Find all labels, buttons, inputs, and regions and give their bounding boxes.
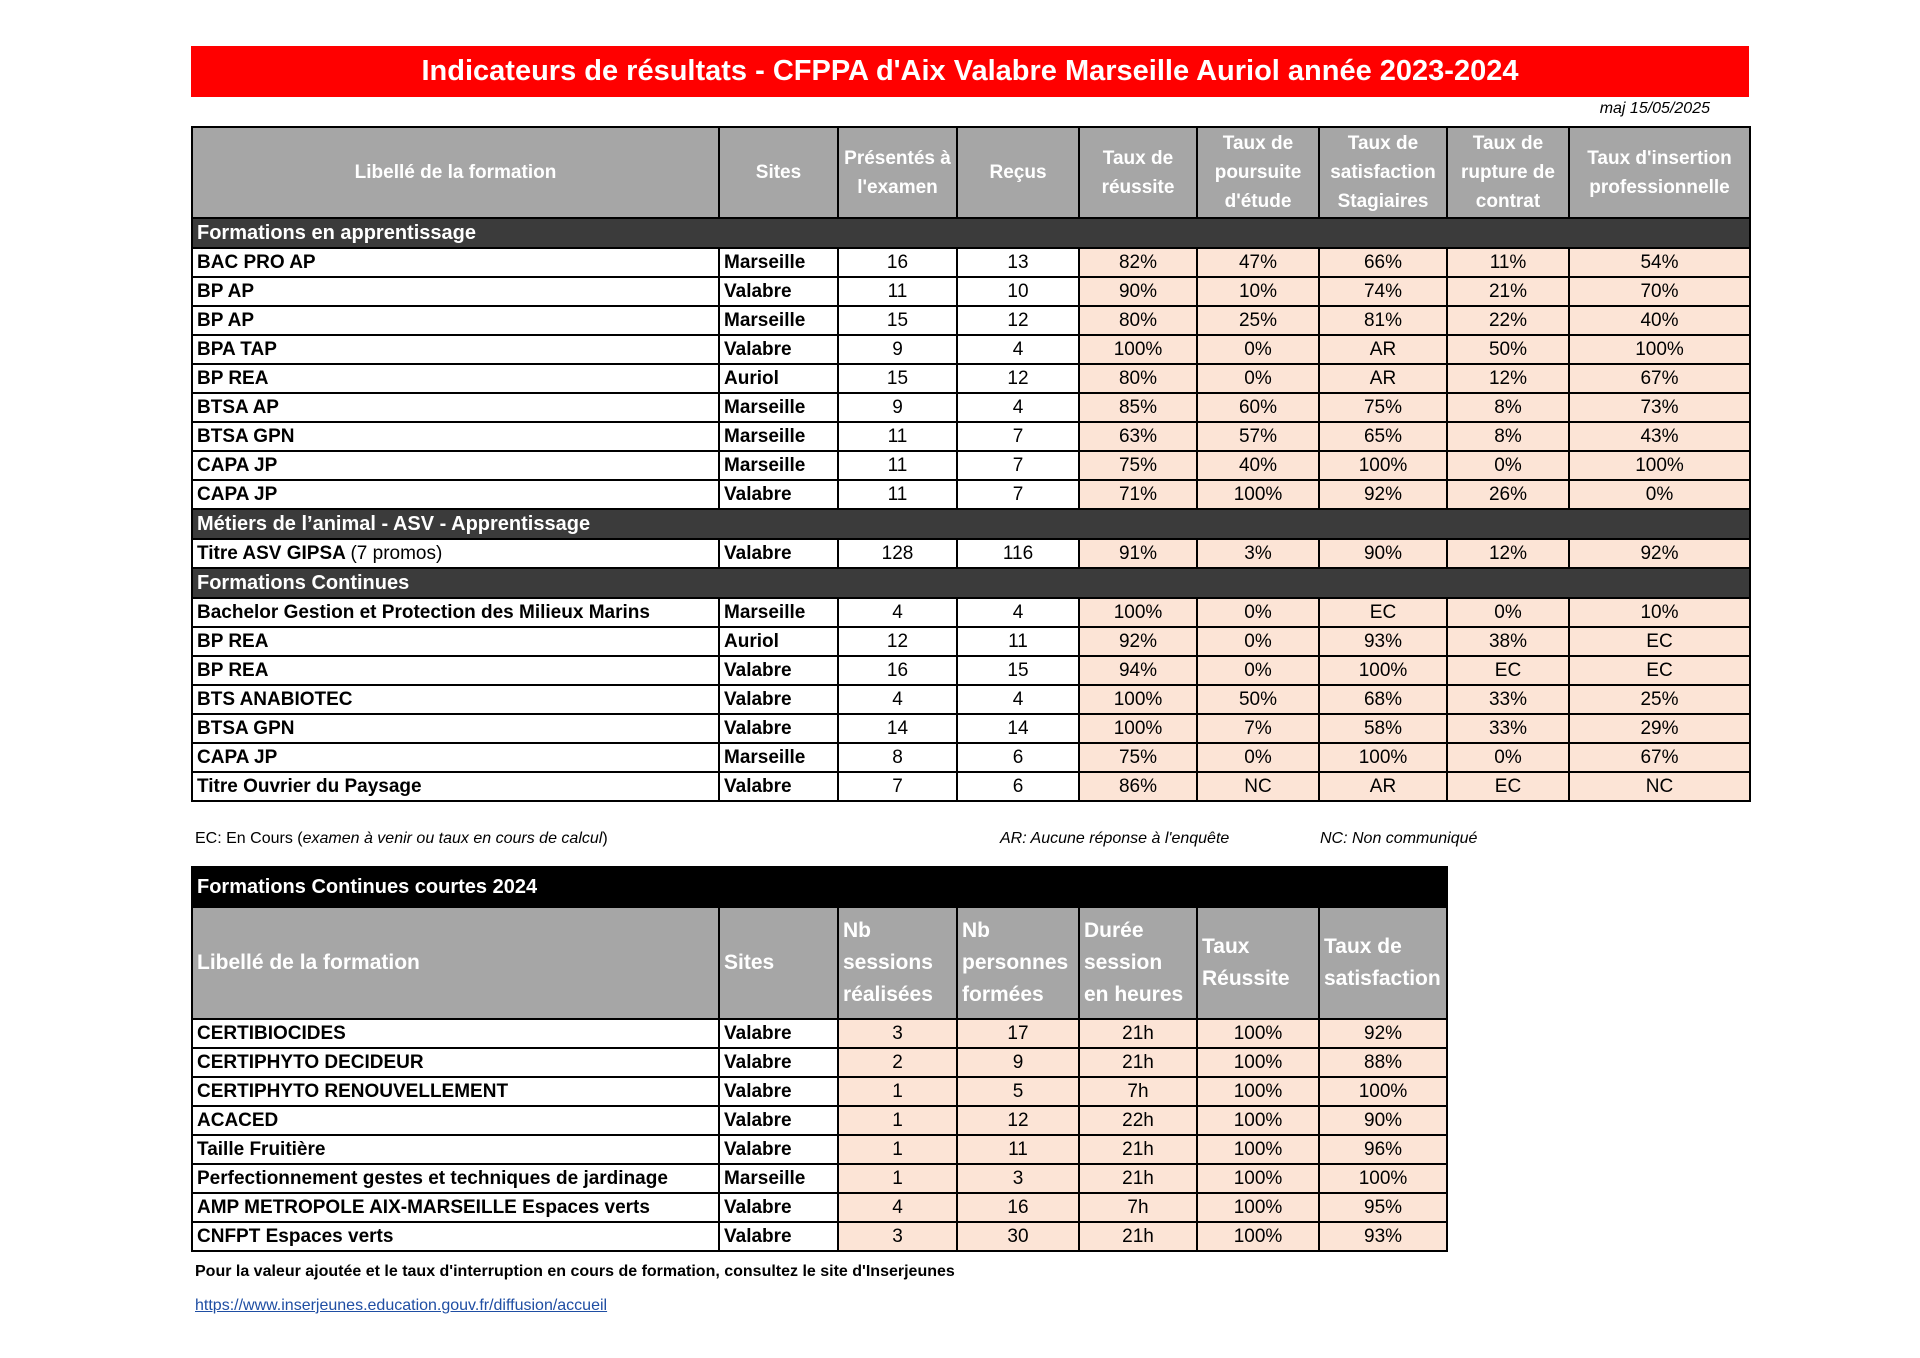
- header-recus: Reçus: [957, 127, 1079, 218]
- header2-sessions: Nb sessions réalisées: [838, 907, 957, 1019]
- section-title: Formations en apprentissage: [192, 218, 1750, 248]
- rupture-cell: 8%: [1447, 422, 1569, 451]
- formation-label: [192, 714, 719, 743]
- results-table-header: [192, 127, 1750, 218]
- table-row: [192, 598, 1750, 627]
- site-cell: Marseille: [719, 598, 838, 627]
- recus-cell: 4: [957, 335, 1079, 364]
- rupture-cell: 26%: [1447, 480, 1569, 509]
- insertion-cell: EC: [1569, 627, 1750, 656]
- short-courses-table: [191, 866, 1448, 1252]
- rupture-cell: 12%: [1447, 539, 1569, 568]
- rupture-cell: 22%: [1447, 306, 1569, 335]
- short-courses-header: [192, 907, 1447, 1019]
- sessions-cell: 3: [838, 1019, 957, 1048]
- course-label: ACACED: [192, 1106, 719, 1135]
- rupture-cell: 0%: [1447, 743, 1569, 772]
- formation-label: [192, 772, 719, 801]
- table-row: [192, 1135, 1447, 1164]
- note-ec-prefix: EC: En Cours (: [195, 830, 303, 847]
- recus-cell: 12: [957, 364, 1079, 393]
- table-row: [192, 685, 1750, 714]
- table-row: [192, 1193, 1447, 1222]
- table-row: [192, 1077, 1447, 1106]
- insertion-cell: 67%: [1569, 743, 1750, 772]
- rupture-cell: 38%: [1447, 627, 1569, 656]
- formation-label: [192, 480, 719, 509]
- satisfaction-cell: 92%: [1319, 480, 1447, 509]
- rupture-cell: 21%: [1447, 277, 1569, 306]
- reussite-cell: 86%: [1079, 772, 1197, 801]
- table-row: [192, 1048, 1447, 1077]
- formation-label-text: Titre Ouvrier du Paysage: [197, 775, 422, 797]
- satisfaction-cell: 90%: [1319, 539, 1447, 568]
- insertion-cell: 10%: [1569, 598, 1750, 627]
- reussite-cell: 100%: [1197, 1193, 1319, 1222]
- insertion-cell: 100%: [1569, 451, 1750, 480]
- formation-label-text: CAPA JP: [197, 746, 278, 768]
- satisfaction-cell: 96%: [1319, 1135, 1447, 1164]
- section-row: [192, 568, 1750, 598]
- reussite-cell: 71%: [1079, 480, 1197, 509]
- header-presentes: Présentés à l'examen: [838, 127, 957, 218]
- site-cell: Valabre: [719, 277, 838, 306]
- table-row: [192, 364, 1750, 393]
- reussite-cell: 100%: [1197, 1135, 1319, 1164]
- poursuite-cell: 57%: [1197, 422, 1319, 451]
- recus-cell: 6: [957, 772, 1079, 801]
- header2-personnes: Nb personnes formées: [957, 907, 1079, 1019]
- satisfaction-cell: AR: [1319, 364, 1447, 393]
- recus-cell: 7: [957, 480, 1079, 509]
- poursuite-cell: 3%: [1197, 539, 1319, 568]
- header-libelle: Libellé de la formation: [192, 127, 719, 218]
- site-cell: Valabre: [719, 480, 838, 509]
- presentes-cell: 16: [838, 656, 957, 685]
- formation-label-text: BTSA GPN: [197, 425, 295, 447]
- formation-label: [192, 743, 719, 772]
- reussite-cell: 100%: [1079, 335, 1197, 364]
- presentes-cell: 128: [838, 539, 957, 568]
- insertion-cell: EC: [1569, 656, 1750, 685]
- rupture-cell: 50%: [1447, 335, 1569, 364]
- reussite-cell: 100%: [1079, 714, 1197, 743]
- formation-label: [192, 451, 719, 480]
- results-table: [191, 126, 1751, 802]
- inserjeunes-link[interactable]: https://www.inserjeunes.education.gouv.fr/diffusion/accueil: [195, 1297, 608, 1314]
- header-reussite: Taux de réussite: [1079, 127, 1197, 218]
- reussite-cell: 92%: [1079, 627, 1197, 656]
- insertion-cell: 67%: [1569, 364, 1750, 393]
- formation-label-text: BPA TAP: [197, 338, 277, 360]
- formation-label: [192, 364, 719, 393]
- recus-cell: 11: [957, 627, 1079, 656]
- satisfaction-cell: 66%: [1319, 248, 1447, 277]
- site-cell: Valabre: [719, 656, 838, 685]
- site-cell: Valabre: [719, 539, 838, 568]
- presentes-cell: 15: [838, 364, 957, 393]
- rupture-cell: 12%: [1447, 364, 1569, 393]
- table-row: [192, 393, 1750, 422]
- recus-cell: 13: [957, 248, 1079, 277]
- formation-label: [192, 393, 719, 422]
- note-ec-italic: examen à venir ou taux en cours de calcul: [302, 830, 603, 847]
- poursuite-cell: 60%: [1197, 393, 1319, 422]
- formation-label-text: Bachelor Gestion et Protection des Milieux Marins: [197, 601, 650, 623]
- formation-label-text: BP AP: [197, 280, 255, 302]
- section-row: [192, 218, 1750, 248]
- footer-note: Pour la valeur ajoutée et le taux d'interruption en cours de formation, consultez le site d'Inserjeunes: [195, 1263, 955, 1280]
- site-cell: Marseille: [719, 743, 838, 772]
- rupture-cell: 0%: [1447, 598, 1569, 627]
- satisfaction-cell: 75%: [1319, 393, 1447, 422]
- site-cell: Valabre: [719, 1193, 838, 1222]
- header-sites: Sites: [719, 127, 838, 218]
- table-row: [192, 1019, 1447, 1048]
- reussite-cell: 63%: [1079, 422, 1197, 451]
- insertion-cell: 29%: [1569, 714, 1750, 743]
- sessions-cell: 1: [838, 1077, 957, 1106]
- reussite-cell: 100%: [1197, 1222, 1319, 1251]
- recus-cell: 4: [957, 685, 1079, 714]
- table-row: [192, 277, 1750, 306]
- satisfaction-cell: 81%: [1319, 306, 1447, 335]
- duree-cell: 21h: [1079, 1048, 1197, 1077]
- duree-cell: 22h: [1079, 1106, 1197, 1135]
- course-label: AMP METROPOLE AIX-MARSEILLE Espaces verts: [192, 1193, 719, 1222]
- presentes-cell: 15: [838, 306, 957, 335]
- site-cell: Marseille: [719, 248, 838, 277]
- table-row: [192, 772, 1750, 801]
- site-cell: Auriol: [719, 364, 838, 393]
- satisfaction-cell: 92%: [1319, 1019, 1447, 1048]
- reussite-cell: 85%: [1079, 393, 1197, 422]
- course-label: Perfectionnement gestes et techniques de jardinage: [192, 1164, 719, 1193]
- insertion-cell: 70%: [1569, 277, 1750, 306]
- formation-label: [192, 277, 719, 306]
- duree-cell: 21h: [1079, 1222, 1197, 1251]
- poursuite-cell: 0%: [1197, 627, 1319, 656]
- table-row: [192, 335, 1750, 364]
- site-cell: Valabre: [719, 714, 838, 743]
- poursuite-cell: 47%: [1197, 248, 1319, 277]
- header-poursuite: Taux de poursuite d'étude: [1197, 127, 1319, 218]
- reussite-cell: 100%: [1197, 1164, 1319, 1193]
- section-title: Formations Continues: [192, 568, 1750, 598]
- presentes-cell: 16: [838, 248, 957, 277]
- table-row: [192, 627, 1750, 656]
- site-cell: Auriol: [719, 627, 838, 656]
- rupture-cell: EC: [1447, 772, 1569, 801]
- personnes-cell: 9: [957, 1048, 1079, 1077]
- personnes-cell: 17: [957, 1019, 1079, 1048]
- table-row: [192, 1222, 1447, 1251]
- table-row: [192, 248, 1750, 277]
- note-ec-suffix: ): [602, 830, 608, 847]
- poursuite-cell: 40%: [1197, 451, 1319, 480]
- formation-label: [192, 422, 719, 451]
- sessions-cell: 1: [838, 1135, 957, 1164]
- satisfaction-cell: 74%: [1319, 277, 1447, 306]
- site-cell: Marseille: [719, 306, 838, 335]
- course-label: CERTIBIOCIDES: [192, 1019, 719, 1048]
- poursuite-cell: 0%: [1197, 656, 1319, 685]
- satisfaction-cell: 100%: [1319, 743, 1447, 772]
- table-row: [192, 480, 1750, 509]
- reussite-cell: 100%: [1079, 598, 1197, 627]
- formation-label: [192, 248, 719, 277]
- personnes-cell: 5: [957, 1077, 1079, 1106]
- reussite-cell: 100%: [1197, 1077, 1319, 1106]
- poursuite-cell: 10%: [1197, 277, 1319, 306]
- reussite-cell: 75%: [1079, 743, 1197, 772]
- reussite-cell: 80%: [1079, 364, 1197, 393]
- satisfaction-cell: 100%: [1319, 451, 1447, 480]
- recus-cell: 4: [957, 598, 1079, 627]
- formation-label: [192, 598, 719, 627]
- recus-cell: 4: [957, 393, 1079, 422]
- poursuite-cell: 50%: [1197, 685, 1319, 714]
- formation-label-text: BTSA GPN: [197, 717, 295, 739]
- formation-label-text: Titre ASV GIPSA: [197, 542, 346, 564]
- insertion-cell: 73%: [1569, 393, 1750, 422]
- formation-label-text: BP AP: [197, 309, 255, 331]
- reussite-cell: 100%: [1197, 1106, 1319, 1135]
- insertion-cell: 0%: [1569, 480, 1750, 509]
- update-date: maj 15/05/2025: [1599, 100, 1710, 117]
- insertion-cell: 25%: [1569, 685, 1750, 714]
- rupture-cell: 33%: [1447, 685, 1569, 714]
- poursuite-cell: 0%: [1197, 364, 1319, 393]
- short-courses-title-row: [192, 867, 1447, 907]
- personnes-cell: 16: [957, 1193, 1079, 1222]
- duree-cell: 21h: [1079, 1135, 1197, 1164]
- satisfaction-cell: 100%: [1319, 1164, 1447, 1193]
- sessions-cell: 4: [838, 1193, 957, 1222]
- poursuite-cell: 0%: [1197, 598, 1319, 627]
- site-cell: Valabre: [719, 1019, 838, 1048]
- satisfaction-cell: 93%: [1319, 1222, 1447, 1251]
- course-label: Taille Fruitière: [192, 1135, 719, 1164]
- satisfaction-cell: 100%: [1319, 1077, 1447, 1106]
- table-row: [192, 422, 1750, 451]
- header2-libelle: Libellé de la formation: [192, 907, 719, 1019]
- presentes-cell: 14: [838, 714, 957, 743]
- satisfaction-cell: 93%: [1319, 627, 1447, 656]
- note-ar: AR: Aucune réponse à l'enquête: [1000, 830, 1230, 847]
- header2-sites: Sites: [719, 907, 838, 1019]
- satisfaction-cell: AR: [1319, 335, 1447, 364]
- short-courses-title: Formations Continues courtes 2024: [192, 867, 1447, 907]
- insertion-cell: 40%: [1569, 306, 1750, 335]
- satisfaction-cell: 65%: [1319, 422, 1447, 451]
- course-label: CERTIPHYTO RENOUVELLEMENT: [192, 1077, 719, 1106]
- formation-label: [192, 539, 719, 568]
- duree-cell: 21h: [1079, 1164, 1197, 1193]
- presentes-cell: 11: [838, 422, 957, 451]
- course-label: CNFPT Espaces verts: [192, 1222, 719, 1251]
- formation-extra: (7 promos): [350, 542, 443, 564]
- recus-cell: 7: [957, 422, 1079, 451]
- formation-label-text: BP REA: [197, 367, 269, 389]
- reussite-cell: 91%: [1079, 539, 1197, 568]
- table-row: [192, 1106, 1447, 1135]
- header-insertion: Taux d'insertion professionnelle: [1569, 127, 1750, 218]
- formation-label-text: CAPA JP: [197, 454, 278, 476]
- reussite-cell: 94%: [1079, 656, 1197, 685]
- formation-label-text: BAC PRO AP: [197, 251, 316, 273]
- satisfaction-cell: 100%: [1319, 656, 1447, 685]
- presentes-cell: 11: [838, 480, 957, 509]
- course-label: CERTIPHYTO DECIDEUR: [192, 1048, 719, 1077]
- personnes-cell: 12: [957, 1106, 1079, 1135]
- poursuite-cell: NC: [1197, 772, 1319, 801]
- site-cell: Valabre: [719, 1135, 838, 1164]
- formation-label: [192, 656, 719, 685]
- recus-cell: 6: [957, 743, 1079, 772]
- reussite-cell: 75%: [1079, 451, 1197, 480]
- rupture-cell: 11%: [1447, 248, 1569, 277]
- recus-cell: 15: [957, 656, 1079, 685]
- site-cell: Marseille: [719, 451, 838, 480]
- poursuite-cell: 25%: [1197, 306, 1319, 335]
- reussite-cell: 100%: [1197, 1019, 1319, 1048]
- insertion-cell: 43%: [1569, 422, 1750, 451]
- personnes-cell: 3: [957, 1164, 1079, 1193]
- header-rupture: Taux de rupture de contrat: [1447, 127, 1569, 218]
- satisfaction-cell: 90%: [1319, 1106, 1447, 1135]
- page-title: Indicateurs de résultats - CFPPA d'Aix Valabre Marseille Auriol année 2023-2024: [191, 46, 1749, 97]
- header2-satisfaction: Taux de satisfaction: [1319, 907, 1447, 1019]
- site-cell: Valabre: [719, 1222, 838, 1251]
- site-cell: Marseille: [719, 422, 838, 451]
- reussite-cell: 100%: [1079, 685, 1197, 714]
- formation-label: [192, 627, 719, 656]
- formation-label: [192, 306, 719, 335]
- recus-cell: 7: [957, 451, 1079, 480]
- sessions-cell: 1: [838, 1164, 957, 1193]
- presentes-cell: 12: [838, 627, 957, 656]
- formation-label-text: BP REA: [197, 630, 269, 652]
- site-cell: Marseille: [719, 393, 838, 422]
- table-row: [192, 306, 1750, 335]
- formation-label-text: BTS ANABIOTEC: [197, 688, 353, 710]
- sessions-cell: 1: [838, 1106, 957, 1135]
- site-cell: Valabre: [719, 1077, 838, 1106]
- table-row: [192, 539, 1750, 568]
- insertion-cell: 54%: [1569, 248, 1750, 277]
- formation-label: [192, 335, 719, 364]
- presentes-cell: 11: [838, 451, 957, 480]
- formation-label-text: CAPA JP: [197, 483, 278, 505]
- duree-cell: 21h: [1079, 1019, 1197, 1048]
- formation-label: [192, 685, 719, 714]
- presentes-cell: 4: [838, 598, 957, 627]
- presentes-cell: 4: [838, 685, 957, 714]
- note-ec: [195, 830, 608, 848]
- rupture-cell: 0%: [1447, 451, 1569, 480]
- presentes-cell: 8: [838, 743, 957, 772]
- formation-label-text: BP REA: [197, 659, 269, 681]
- table-row: [192, 451, 1750, 480]
- insertion-cell: 92%: [1569, 539, 1750, 568]
- poursuite-cell: 0%: [1197, 743, 1319, 772]
- table-row: [192, 714, 1750, 743]
- header-satisfaction: Taux de satisfaction Stagiaires: [1319, 127, 1447, 218]
- sessions-cell: 3: [838, 1222, 957, 1251]
- reussite-cell: 100%: [1197, 1048, 1319, 1077]
- satisfaction-cell: AR: [1319, 772, 1447, 801]
- note-nc: NC: Non communiqué: [1320, 830, 1478, 847]
- presentes-cell: 11: [838, 277, 957, 306]
- insertion-cell: NC: [1569, 772, 1750, 801]
- recus-cell: 10: [957, 277, 1079, 306]
- site-cell: Valabre: [719, 685, 838, 714]
- poursuite-cell: 0%: [1197, 335, 1319, 364]
- rupture-cell: EC: [1447, 656, 1569, 685]
- insertion-cell: 100%: [1569, 335, 1750, 364]
- presentes-cell: 9: [838, 335, 957, 364]
- satisfaction-cell: 88%: [1319, 1048, 1447, 1077]
- sessions-cell: 2: [838, 1048, 957, 1077]
- satisfaction-cell: 58%: [1319, 714, 1447, 743]
- site-cell: Marseille: [719, 1164, 838, 1193]
- rupture-cell: 8%: [1447, 393, 1569, 422]
- satisfaction-cell: 68%: [1319, 685, 1447, 714]
- recus-cell: 14: [957, 714, 1079, 743]
- duree-cell: 7h: [1079, 1193, 1197, 1222]
- rupture-cell: 33%: [1447, 714, 1569, 743]
- table-row: [192, 743, 1750, 772]
- reussite-cell: 90%: [1079, 277, 1197, 306]
- satisfaction-cell: 95%: [1319, 1193, 1447, 1222]
- poursuite-cell: 100%: [1197, 480, 1319, 509]
- site-cell: Valabre: [719, 1106, 838, 1135]
- site-cell: Valabre: [719, 1048, 838, 1077]
- duree-cell: 7h: [1079, 1077, 1197, 1106]
- poursuite-cell: 7%: [1197, 714, 1319, 743]
- recus-cell: 12: [957, 306, 1079, 335]
- section-title: Métiers de l’animal - ASV - Apprentissage: [192, 509, 1750, 539]
- recus-cell: 116: [957, 539, 1079, 568]
- formation-label-text: BTSA AP: [197, 396, 279, 418]
- reussite-cell: 80%: [1079, 306, 1197, 335]
- header2-duree: Durée session en heures: [1079, 907, 1197, 1019]
- personnes-cell: 11: [957, 1135, 1079, 1164]
- site-cell: Valabre: [719, 335, 838, 364]
- personnes-cell: 30: [957, 1222, 1079, 1251]
- presentes-cell: 9: [838, 393, 957, 422]
- table-row: [192, 656, 1750, 685]
- header2-reussite: Taux Réussite: [1197, 907, 1319, 1019]
- site-cell: Valabre: [719, 772, 838, 801]
- table-row: [192, 1164, 1447, 1193]
- satisfaction-cell: EC: [1319, 598, 1447, 627]
- section-row: [192, 509, 1750, 539]
- presentes-cell: 7: [838, 772, 957, 801]
- reussite-cell: 82%: [1079, 248, 1197, 277]
